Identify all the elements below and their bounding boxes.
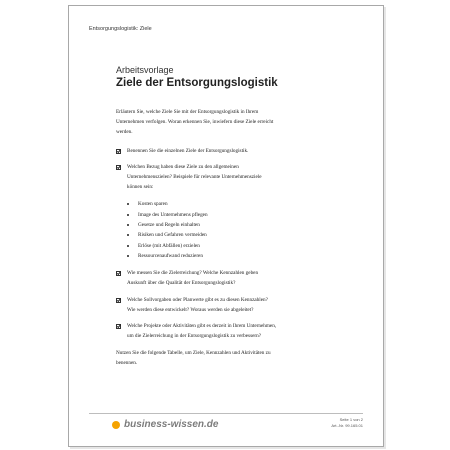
question-line: Benennen Sie die einzelnen Ziele der Entsorgungslogistik. (127, 148, 249, 154)
bullet-icon (127, 234, 129, 236)
bullet-icon (127, 224, 129, 226)
question-line: Welchen Bezug haben diese Ziele zu den allgemeinen (127, 164, 239, 170)
page-info (331, 417, 363, 429)
list-item-label: Ressourcenaufwand reduzieren (138, 253, 203, 260)
question-line: Welche Projekte oder Aktivitäten gibt es derzeit in Ihrem Unternehmen, (127, 323, 277, 329)
checkbox-icon (116, 165, 121, 170)
intro-line: Unternehmen verfolgen. Woran erkennen Sie, inwiefern diese Ziele erreicht (116, 119, 274, 125)
bullet-icon (127, 203, 129, 205)
checkbox-icon (116, 149, 121, 154)
example-list (127, 199, 208, 261)
bullet-icon (127, 214, 129, 216)
question-item (116, 268, 361, 288)
outro-line: Nutzen Sie die folgende Tabelle, um Ziele, Kennzahlen und Aktivitäten zu (116, 350, 271, 356)
outro-line: benennen. (116, 360, 138, 366)
brand-name: business-wissen.de (124, 419, 219, 430)
question-item (116, 162, 361, 192)
question-line: Welche Sollvorgaben oder Planwerte gibt es zu diesen Kennzahlen? (127, 297, 268, 303)
checkbox-icon (116, 324, 121, 329)
page-number: Seite 1 von 2 (339, 417, 363, 422)
checkbox-icon (116, 271, 121, 276)
list-item (127, 220, 208, 230)
list-item-label: Gesetze und Regeln einhalten (138, 221, 200, 228)
question-item (116, 295, 361, 315)
intro-line: werden. (116, 129, 133, 135)
list-item-label: Image des Unternehmens pflegen (138, 211, 208, 218)
question-line: können sein: (127, 184, 154, 190)
list-item-label: Risiken und Gefahren vermeiden (138, 232, 207, 239)
checkbox-icon (116, 298, 121, 303)
list-item-label: Erlöse (mit Abfällen) erzielen (138, 242, 200, 249)
bullet-icon (127, 255, 129, 257)
intro-line: Erläutern Sie, welche Ziele Sie mit der Entsorgungslogistik in Ihrem (116, 109, 259, 115)
question-line: Wie messen Sie die Zielerreichung? Welche Kennzahlen geben (127, 270, 259, 276)
document-page (68, 5, 384, 447)
brand-logo (112, 419, 218, 430)
footer-divider (89, 413, 363, 414)
running-header: Entsorgungslogistik: Ziele (89, 26, 152, 32)
document-kicker: Arbeitsvorlage (116, 65, 174, 75)
question-item (116, 321, 361, 341)
brand-dot-icon (112, 421, 120, 429)
list-item (127, 199, 208, 209)
outro-paragraph (116, 348, 351, 368)
list-item (127, 251, 208, 261)
bullet-icon (127, 245, 129, 247)
list-item (127, 230, 208, 240)
question-line: Auskunft über die Qualität der Entsorgungslogistik? (127, 280, 236, 286)
intro-paragraph (116, 107, 351, 137)
article-number: Art.-Nr. 99.165.01 (331, 423, 363, 428)
question-line: um die Zielerreichung in der Entsorgungslogistik zu verbessern? (127, 333, 262, 339)
question-line: Unternehmenszielen? Beispiele für relevante Unternehmensziele (127, 174, 262, 180)
list-item (127, 241, 208, 251)
question-line: Wie werden diese entwickelt? Woraus werden sie abgeleitet? (127, 307, 254, 313)
list-item (127, 209, 208, 219)
question-item (116, 146, 361, 156)
list-item-label: Kosten sparen (138, 201, 168, 208)
page-title: Ziele der Entsorgungslogistik (116, 77, 278, 89)
